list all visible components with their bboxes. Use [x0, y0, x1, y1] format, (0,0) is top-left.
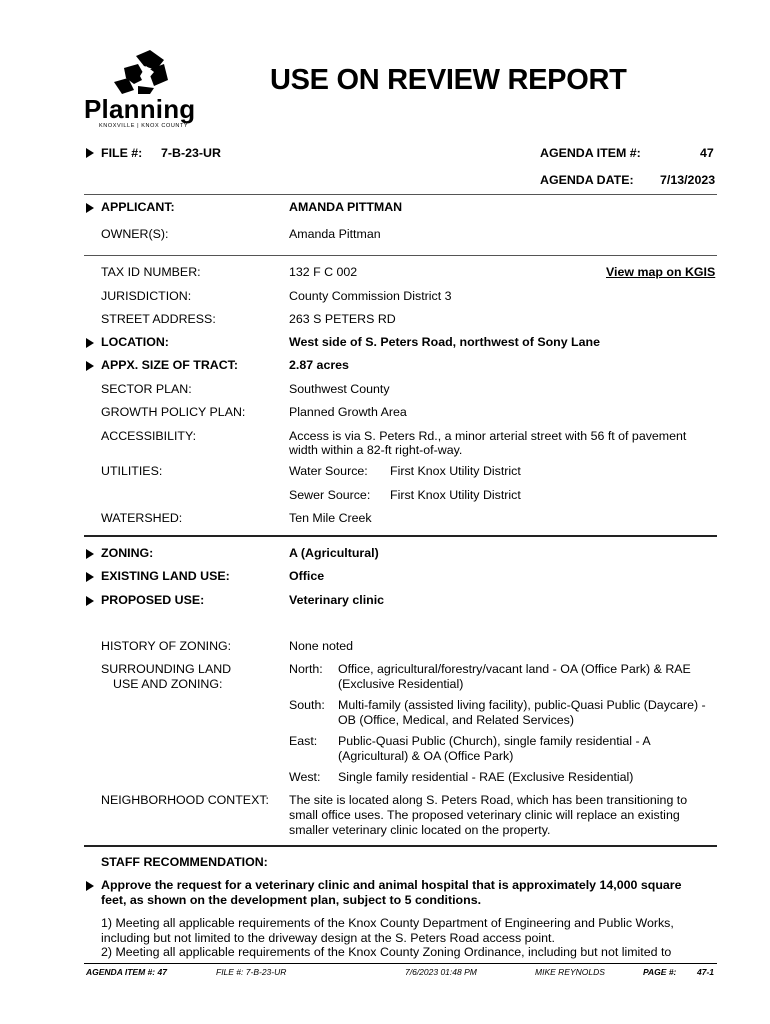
north-line-1: Office, agricultural/forestry/vacant land - OA (Office Park) & RAE [338, 662, 691, 676]
jurisdiction-label: JURISDICTION: [101, 289, 192, 303]
bullet-arrow-icon [86, 549, 94, 559]
condition-1-line-2: including but not limited to the driveway design at the S. Peters Road access point. [101, 931, 555, 945]
bullet-arrow-icon [86, 881, 94, 891]
condition-2-line-1: 2) Meeting all applicable requirements of the Knox County Zoning Ordinance, including but not limited to [101, 945, 672, 959]
bullet-arrow-icon [86, 148, 94, 158]
logo-subtitle: KNOXVILLE | KNOX COUNTY [99, 123, 189, 129]
neighborhood-label: NEIGHBORHOOD CONTEXT: [101, 793, 269, 807]
agenda-date-value: 7/13/2023 [660, 173, 716, 187]
history-value: None noted [289, 639, 354, 653]
east-direction: East: [289, 734, 318, 748]
accessibility-label: ACCESSIBILITY: [101, 429, 197, 443]
south-direction: South: [289, 698, 325, 712]
existing-use-value: Office [289, 569, 325, 583]
sewer-source-value: First Knox Utility District [390, 488, 521, 502]
bullet-arrow-icon [86, 596, 94, 606]
owner-value: Amanda Pittman [289, 227, 381, 241]
north-line-2: (Exclusive Residential) [338, 677, 464, 691]
divider [84, 255, 717, 256]
footer-agenda-item: AGENDA ITEM #: 47 [86, 967, 167, 977]
zoning-label: ZONING: [101, 546, 154, 560]
accessibility-line-1: Access is via S. Peters Rd., a minor arterial street with 56 ft of pavement [289, 429, 687, 443]
watershed-label: WATERSHED: [101, 511, 183, 525]
divider [84, 845, 717, 847]
tract-size-value: 2.87 acres [289, 358, 349, 372]
proposed-use-value: Veterinary clinic [289, 593, 385, 607]
proposed-use-label: PROPOSED USE: [101, 593, 205, 607]
owner-label: OWNER(S): [101, 227, 169, 241]
tax-id-value: 132 F C 002 [289, 265, 358, 279]
sewer-source-label: Sewer Source: [289, 488, 371, 502]
agenda-item-label: AGENDA ITEM #: [540, 146, 641, 160]
applicant-label: APPLICANT: [101, 200, 175, 214]
north-direction: North: [289, 662, 323, 676]
footer-divider [84, 963, 717, 964]
bullet-arrow-icon [86, 203, 94, 213]
neighborhood-line-2: small office uses. The proposed veterinary clinic will replace an existing [289, 808, 680, 822]
footer-page-value: 47-1 [697, 967, 715, 977]
location-value: West side of S. Peters Road, northwest of Sony Lane [289, 335, 600, 349]
tract-size-label: APPX. SIZE OF TRACT: [101, 358, 238, 372]
file-value: 7-B-23-UR [161, 146, 221, 160]
west-direction: West: [289, 770, 321, 784]
divider [84, 535, 717, 537]
footer-planner: MIKE REYNOLDS [535, 967, 605, 977]
tax-id-label: TAX ID NUMBER: [101, 265, 201, 279]
applicant-value: AMANDA PITTMAN [289, 200, 403, 214]
agenda-date-label: AGENDA DATE: [540, 173, 634, 187]
bullet-arrow-icon [86, 338, 94, 348]
growth-policy-label: GROWTH POLICY PLAN: [101, 405, 246, 419]
surrounding-label-1: SURROUNDING LAND [101, 662, 232, 676]
west-line-1: Single family residential - RAE (Exclusive Residential) [338, 770, 634, 784]
east-line-1: Public-Quasi Public (Church), single family residential - A [338, 734, 651, 748]
zoning-value: A (Agricultural) [289, 546, 379, 560]
surrounding-label-2: USE AND ZONING: [113, 677, 223, 691]
existing-use-label: EXISTING LAND USE: [101, 569, 230, 583]
south-line-1: Multi-family (assisted living facility), public-Quasi Public (Daycare) - [338, 698, 706, 712]
page-title: USE ON REVIEW REPORT [270, 64, 627, 96]
footer-file: FILE #: 7-B-23-UR [216, 967, 287, 977]
recommendation-line-1: Approve the request for a veterinary clinic and animal hospital that is approximately 14,000 square [101, 878, 682, 892]
history-label: HISTORY OF ZONING: [101, 639, 232, 653]
street-address-value: 263 S PETERS RD [289, 312, 396, 326]
growth-policy-value: Planned Growth Area [289, 405, 407, 419]
staff-recommendation-heading: STAFF RECOMMENDATION: [101, 855, 268, 869]
south-line-2: OB (Office, Medical, and Related Services) [338, 713, 574, 727]
watershed-value: Ten Mile Creek [289, 511, 372, 525]
accessibility-line-2: width within a 82-ft right-of-way. [289, 443, 463, 457]
file-label: FILE #: [101, 146, 143, 160]
footer-page-label: PAGE #: [643, 967, 677, 977]
east-line-2: (Agricultural) & OA (Office Park) [338, 749, 514, 763]
divider [84, 194, 717, 195]
agenda-item-value: 47 [700, 146, 714, 160]
sector-plan-value: Southwest County [289, 382, 390, 396]
bullet-arrow-icon [86, 572, 94, 582]
bullet-arrow-icon [86, 361, 94, 371]
water-source-label: Water Source: [289, 464, 368, 478]
footer-date: 7/6/2023 01:48 PM [405, 967, 477, 977]
kgis-map-link[interactable]: View map on KGIS [606, 265, 716, 279]
sector-plan-label: SECTOR PLAN: [101, 382, 192, 396]
neighborhood-line-1: The site is located along S. Peters Road, which has been transitioning to [289, 793, 688, 807]
condition-1-line-1: 1) Meeting all applicable requirements of the Knox County Department of Engineering and Public Works, [101, 916, 674, 930]
street-address-label: STREET ADDRESS: [101, 312, 216, 326]
water-source-value: First Knox Utility District [390, 464, 521, 478]
utilities-label: UTILITIES: [101, 464, 163, 478]
recommendation-line-2: feet, as shown on the development plan, subject to 5 conditions. [101, 893, 482, 907]
neighborhood-line-3: smaller veterinary clinic located on the property. [289, 823, 551, 837]
location-label: LOCATION: [101, 335, 169, 349]
jurisdiction-value: County Commission District 3 [289, 289, 452, 303]
logo-wordmark: Planning [84, 94, 196, 124]
